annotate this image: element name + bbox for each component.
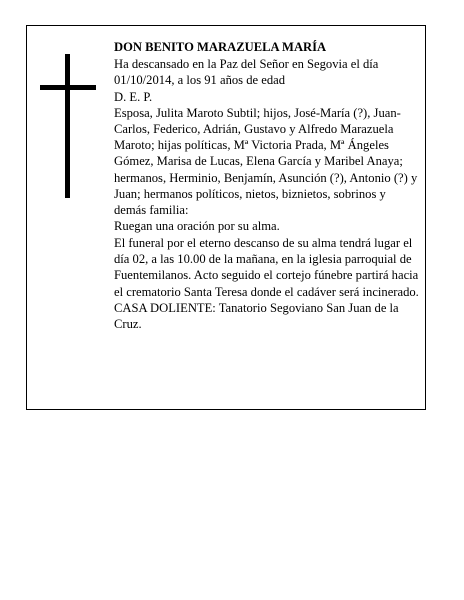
deceased-name: DON BENITO MARAZUELA MARÍA — [114, 40, 327, 54]
cross-horizontal-bar — [40, 85, 96, 90]
funeral-details: El funeral por el eterno descanso de su alma tendrá lugar el día 02, a las 10.00 de la mañana, en la iglesia parroquial de Fuentemilanos. Acto seguido el cortejo fúnebre partirá hacia el crematorio Santa Teresa donde el cadáver será incinerado. — [114, 235, 419, 299]
cross-icon — [40, 54, 96, 198]
obituary-text — [114, 39, 419, 333]
cross-vertical-bar — [65, 54, 70, 198]
prayer-request: Ruegan una oración por su alma. — [114, 219, 280, 234]
casa-doliente: CASA DOLIENTE: Tanatorio Segoviano San Juan de la Cruz. — [114, 301, 399, 332]
obituary-notice — [26, 25, 426, 410]
death-announcement: Ha descansado en la Paz del Señor en Segovia el día 01/10/2014, a los 91 años de edad — [114, 57, 379, 88]
rest-in-peace: D. E. P. — [114, 89, 153, 104]
family-list: Esposa, Julita Maroto Subtil; hijos, José-María (?), Juan-Carlos, Federico, Adrián, Gustavo y Alfredo Marazuela Maroto; hijas políticas, Mª Victoria Prada, Mª Ángeles Gómez, Marisa de Lucas, Elena García y Maribel Anaya; hermanos, Herminio, Benjamín, Asunción (?), Antonio (?) y Juan; hermanos políticos, nietos, biznietos, sobrinos y demás familia: — [114, 105, 418, 218]
